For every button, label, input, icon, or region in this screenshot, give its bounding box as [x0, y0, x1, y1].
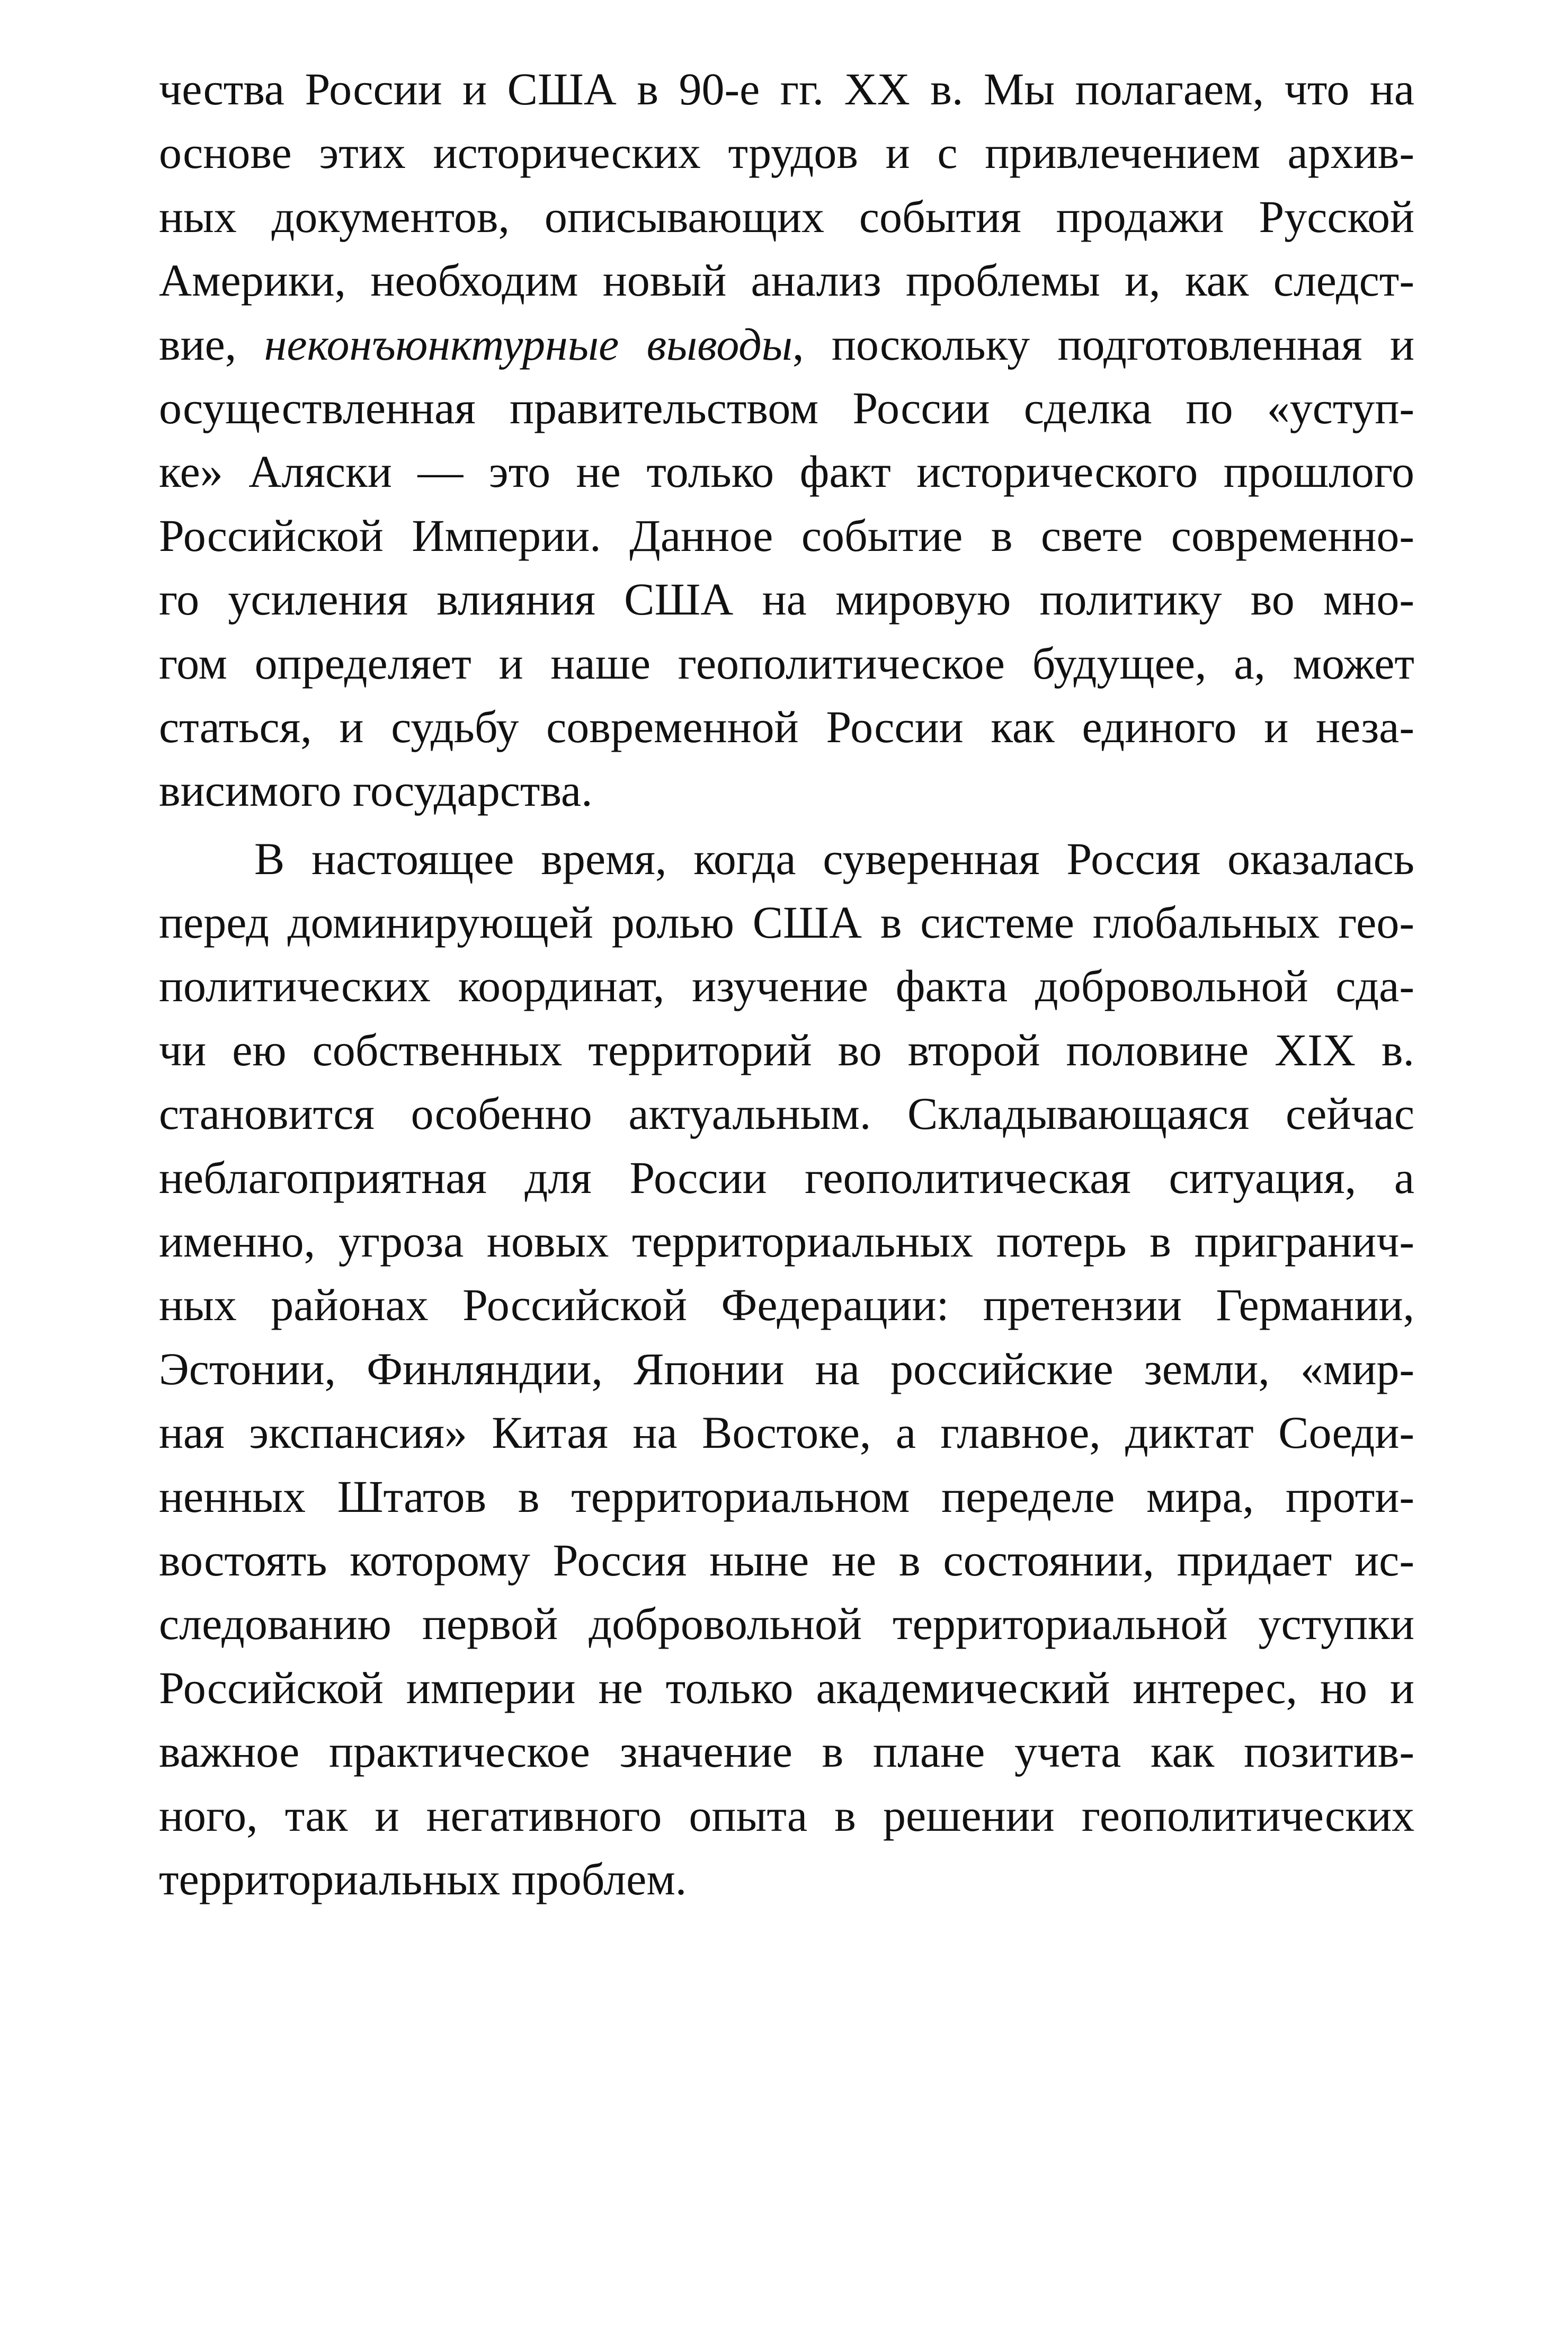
text-segment: перед доминирующей ролью США в системе глобальных гео-: [159, 897, 1414, 948]
text-segment: ных районах Российской Федерации: претензии Германии,: [159, 1279, 1414, 1331]
text-segment: чи ею собственных территорий во второй половине XIX в.: [159, 1024, 1414, 1075]
text-segment: Российской Империи. Данное событие в свете современно-: [159, 510, 1414, 561]
text-line: [159, 248, 1414, 312]
text-line: [159, 1592, 1414, 1655]
text-line: [159, 185, 1414, 248]
italic-text: неконъюнктурные выводы: [264, 318, 792, 370]
text-line: [159, 567, 1414, 631]
text-segment: становится особенно актуальным. Складывающаяся сейчас: [159, 1088, 1414, 1139]
text-segment: ке» Аляски — это не только факт исторического прошлого: [159, 446, 1414, 497]
text-line: [159, 1209, 1414, 1273]
text-line: [159, 1337, 1414, 1401]
text-line: [159, 57, 1414, 121]
text-segment: Российской империи не только академический интерес, но и: [159, 1662, 1414, 1713]
text-segment: В настоящее время, когда суверенная Россия оказалась: [254, 833, 1414, 884]
text-line: [159, 1273, 1414, 1337]
text-segment: ненных Штатов в территориальном переделе мира, проти-: [159, 1471, 1414, 1522]
text-segment: важное практическое значение в плане учета как позитив-: [159, 1726, 1414, 1777]
text-segment: основе этих исторических трудов и с привлечением архив-: [159, 127, 1414, 179]
text-line: [159, 376, 1414, 440]
text-line: [159, 1018, 1414, 1082]
text-segment: ных документов, описывающих события продажи Русской: [159, 191, 1414, 242]
text-line: [159, 954, 1414, 1018]
text-line: [159, 695, 1414, 759]
text-segment: именно, угроза новых территориальных потерь в пригранич-: [159, 1216, 1414, 1267]
text-segment: востоять которому Россия ныне не в состоянии, придает ис-: [159, 1534, 1414, 1586]
text-line: [159, 891, 1414, 954]
text-line: [159, 1401, 1414, 1464]
text-segment: ная экспансия» Китая на Востоке, а главное, диктат Соеди-: [159, 1407, 1414, 1458]
text-line: [159, 827, 1414, 891]
text-segment: следованию первой добровольной территориальной уступки: [159, 1598, 1414, 1650]
text-segment: ного, так и негативного опыта в решении геополитических: [159, 1789, 1414, 1841]
text-segment: осуществленная правительством России сделка по «уступ-: [159, 382, 1414, 433]
text-line: [159, 440, 1414, 503]
text-line: [159, 1082, 1414, 1145]
text-line: [159, 313, 1414, 376]
text-line: [159, 1146, 1414, 1209]
text-segment: чества России и США в 90-е гг. XX в. Мы полагаем, что на: [159, 64, 1414, 114]
text-segment: висимого государства.: [159, 765, 593, 816]
text-line: [159, 1465, 1414, 1528]
text-segment: Эстонии, Финляндии, Японии на российские земли, «мир-: [159, 1343, 1414, 1394]
text-segment: неблагоприятная для России геополитическая ситуация, а: [159, 1152, 1414, 1203]
text-segment: статься, и судьбу современной России как единого и неза-: [159, 701, 1414, 752]
text-line: [159, 631, 1414, 695]
text-line: [159, 1528, 1414, 1592]
text-line: [159, 759, 1414, 822]
text-line: [159, 121, 1414, 184]
text-segment: , поскольку подготовленная и: [792, 318, 1414, 370]
text-segment: территориальных проблем.: [159, 1853, 687, 1904]
body-text: [159, 57, 1414, 1911]
text-segment: го усиления влияния США на мировую политику во мно-: [159, 574, 1414, 625]
text-segment: вие,: [159, 318, 264, 370]
text-segment: Америки, необходим новый анализ проблемы и, как следст-: [159, 255, 1414, 306]
text-segment: политических координат, изучение факта добровольной сда-: [159, 960, 1414, 1012]
text-line: [159, 1847, 1414, 1911]
text-line: [159, 1784, 1414, 1847]
text-segment: гом определяет и наше геополитическое будущее, а, может: [159, 637, 1414, 689]
text-line: [159, 1656, 1414, 1720]
text-line: [159, 1720, 1414, 1783]
text-line: [159, 504, 1414, 567]
